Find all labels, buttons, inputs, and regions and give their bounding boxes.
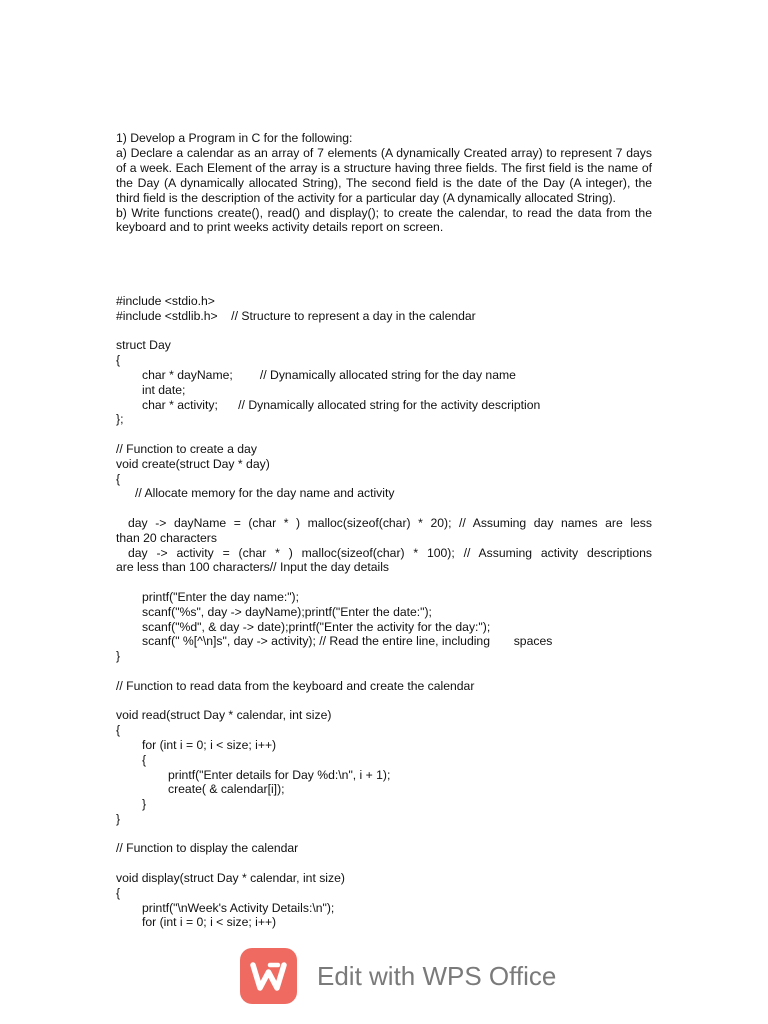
code-line: } (116, 649, 121, 664)
code-line: // Function to read data from the keyboard and create the calendar (116, 678, 475, 693)
code-listing (116, 294, 652, 930)
code-line (116, 501, 652, 516)
code-line: // Function to display the calendar (116, 841, 299, 856)
code-line (116, 694, 652, 709)
code-line: // Allocate memory for the day name and activity (135, 486, 395, 501)
code-line: { (116, 885, 121, 900)
wps-watermark-badge[interactable] (240, 948, 558, 1004)
code-line: void read(struct Day * calendar, int size) (116, 708, 332, 723)
code-line: scanf("%d", & day -> date);printf("Enter the activity for the day:"); (142, 619, 491, 634)
code-line (116, 856, 652, 871)
wps-edit-label: Edit with WPS Office (317, 961, 557, 991)
problem-statement (116, 131, 652, 235)
code-line (116, 324, 652, 339)
code-line: { (116, 723, 121, 738)
code-line: scanf(" %[^\n]s", day -> activity); // Read the entire line, including spaces (142, 634, 553, 649)
code-line: scanf("%s", day -> dayName);printf("Enter the date:"); (142, 604, 432, 619)
code-line (116, 575, 652, 590)
code-line (116, 827, 652, 842)
code-line: day -> activity = (char * ) malloc(sizeof(char) * 100); // Assuming activity descriptions (128, 545, 652, 560)
code-line: for (int i = 0; i < size; i++) (142, 737, 277, 752)
code-line: create( & calendar[i]); (168, 782, 285, 797)
code-line: day -> dayName = (char * ) malloc(sizeof(char) * 20); // Assuming day names are less (128, 515, 652, 530)
code-line (116, 427, 652, 442)
code-line: // Function to create a day (116, 441, 257, 456)
code-line: are less than 100 characters// Input the day details (116, 560, 390, 575)
code-line: { (116, 471, 121, 486)
code-line: struct Day (116, 338, 171, 353)
code-line: #include <stdio.h> (116, 294, 215, 308)
code-line: printf("Enter the day name:"); (142, 589, 300, 604)
code-line: for (int i = 0; i < size; i++) (142, 915, 277, 930)
code-line: } (116, 811, 121, 826)
code-line: }; (116, 412, 124, 427)
code-line: { (142, 752, 147, 767)
code-line: printf("Enter details for Day %d:\n", i + 1); (168, 767, 391, 782)
code-line: void create(struct Day * day) (116, 456, 270, 471)
code-line: char * activity; // Dynamically allocated string for the activity description (142, 397, 541, 412)
problem-part-b: b) Write functions create(), read() and display(); to create the calendar, to read the data from the keyboard and to print weeks activity details report on screen. (116, 205, 652, 235)
code-line (116, 664, 652, 679)
wps-w-logo-icon (240, 948, 297, 1004)
code-line: printf("\nWeek's Activity Details:\n"); (142, 900, 335, 915)
code-line: void display(struct Day * calendar, int size) (116, 871, 345, 886)
code-line: } (142, 797, 147, 812)
code-line: #include <stdlib.h> // Structure to represent a day in the calendar (116, 308, 476, 323)
code-line: { (116, 353, 121, 368)
code-line: char * dayName; // Dynamically allocated string for the day name (142, 367, 516, 382)
problem-part-a: a) Declare a calendar as an array of 7 elements (A dynamically Created array) to represent 7 days of a week. Each Element of the array is a structure having three fields. The first field is the name of the Day (A dynamically allocated String), The second field is the date of the Day (A integer), the third field is the description of the activity for a particular day (A dynamically allocated String). (116, 145, 652, 205)
code-line: than 20 characters (116, 530, 217, 545)
problem-title: 1) Develop a Program in C for the following: (116, 131, 353, 145)
code-line: int date; (142, 382, 186, 397)
